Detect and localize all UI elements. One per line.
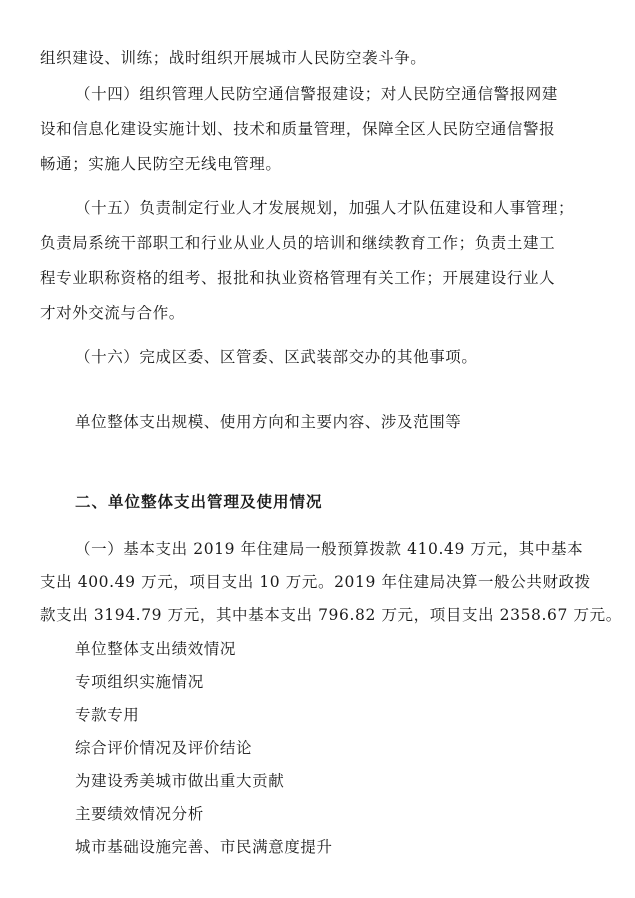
item-line: 综合评价情况及评价结论 — [75, 739, 253, 757]
text-line: 设和信息化建设实施计划、技术和质量管理，保障全区人民防空通信警报 — [40, 120, 556, 138]
paragraph-15-start: （十五）负责制定行业人才发展规划，加强人才队伍建设和人事管理； — [75, 199, 575, 217]
item-line: 城市基础设施完善、市民满意度提升 — [75, 838, 333, 856]
text-line: 程专业职称资格的组考、报批和执业资格管理有关工作；开展建设行业人 — [40, 269, 556, 287]
section-note: 单位整体支出规模、使用方向和主要内容、涉及范围等 — [75, 413, 462, 431]
item-line: 专项组织实施情况 — [75, 673, 204, 691]
section-heading: 二、单位整体支出管理及使用情况 — [75, 493, 323, 511]
paragraph-1-start: （一）基本支出 2019 年住建局一般预算拨款 410.49 万元，其中基本 — [75, 540, 584, 558]
text-line: 负责局系统干部职工和行业从业人员的培训和继续教育工作；负责土建工 — [40, 234, 556, 252]
text-line: 畅通；实施人民防空无线电管理。 — [40, 155, 282, 173]
text-line: 款支出 3194.79 万元，其中基本支出 796.82 万元，项目支出 2358.67 万元。 — [40, 606, 622, 624]
text-line: 组织建设、训练；战时组织开展城市人民防空袭斗争。 — [40, 49, 427, 67]
item-line: 为建设秀美城市做出重大贡献 — [75, 772, 285, 790]
text-line: 支出 400.49 万元，项目支出 10 万元。2019 年住建局决算一般公共财政拨 — [40, 573, 591, 591]
item-line: 主要绩效情况分析 — [75, 805, 204, 823]
paragraph-14-start: （十四）组织管理人民防空通信警报建设；对人民防空通信警报网建 — [75, 85, 559, 103]
text-line: 才对外交流与合作。 — [40, 304, 185, 322]
paragraph-16: （十六）完成区委、区管委、区武装部交办的其他事项。 — [75, 348, 478, 366]
item-line: 专款专用 — [75, 706, 140, 724]
item-line: 单位整体支出绩效情况 — [75, 640, 237, 658]
